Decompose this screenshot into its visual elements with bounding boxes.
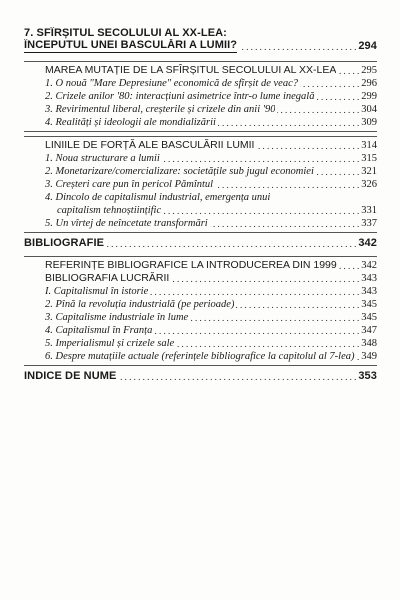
leader-dots bbox=[218, 116, 359, 129]
toc-page-number: 314 bbox=[361, 140, 377, 151]
toc-page-number: 294 bbox=[358, 40, 377, 52]
leader-dots bbox=[339, 259, 360, 272]
toc-section-group-1 bbox=[24, 61, 377, 132]
toc-page-number: 345 bbox=[361, 312, 377, 323]
toc-item-label: 3. Creșteri care pun în pericol Pămîntul bbox=[45, 179, 214, 190]
leader-dots bbox=[316, 165, 359, 178]
toc-page-number: 349 bbox=[361, 351, 377, 362]
toc-item[interactable] bbox=[24, 298, 377, 311]
toc-chapter-title: INDICE DE NUME bbox=[24, 370, 117, 382]
leader-dots bbox=[176, 337, 359, 350]
toc-page-number: 345 bbox=[361, 299, 377, 310]
toc-page-number: 326 bbox=[361, 179, 377, 190]
leader-dots bbox=[154, 324, 359, 337]
toc-item[interactable] bbox=[24, 285, 377, 298]
toc-item[interactable] bbox=[24, 324, 377, 337]
toc-item[interactable] bbox=[24, 311, 377, 324]
toc-item-label: 2. Pînă la revoluția industrială (pe perioade) bbox=[45, 299, 235, 310]
toc-chapter-title: BIBLIOGRAFIE bbox=[24, 237, 105, 249]
leader-dots bbox=[300, 77, 359, 90]
toc-item-label: 6. Despre mutațiile actuale (referințele bibliografice la capitolul al 7-lea) bbox=[45, 351, 355, 362]
leader-dots bbox=[256, 139, 359, 152]
toc-item-label: 4. Dincolo de capitalismul industrial, emergența unui bbox=[45, 192, 271, 203]
toc-section-title: LINIILE DE FORȚĂ ALE BASCULĂRII LUMII bbox=[45, 139, 255, 151]
toc-page-number: 337 bbox=[361, 218, 377, 229]
toc-item[interactable] bbox=[24, 90, 377, 103]
toc-item[interactable] bbox=[24, 103, 377, 116]
toc-item-label: 3. Capitalisme industriale în lume bbox=[45, 312, 189, 323]
toc-item[interactable] bbox=[24, 178, 377, 191]
toc-page-number: 353 bbox=[358, 370, 377, 382]
leader-dots bbox=[106, 237, 356, 250]
leader-dots bbox=[236, 298, 359, 311]
toc-page-number: 343 bbox=[361, 286, 377, 297]
leader-dots bbox=[118, 370, 356, 383]
toc-page-number: 315 bbox=[361, 153, 377, 164]
leader-dots bbox=[163, 204, 359, 217]
leader-dots bbox=[162, 152, 359, 165]
table-of-contents bbox=[24, 27, 377, 383]
toc-item[interactable] bbox=[24, 116, 377, 129]
toc-page-number: 304 bbox=[361, 104, 377, 115]
leader-dots bbox=[338, 64, 359, 77]
toc-page-number: 348 bbox=[361, 338, 377, 349]
leader-dots bbox=[316, 90, 359, 103]
toc-page-number: 299 bbox=[361, 91, 377, 102]
toc-item-label: 3. Revirimentul liberal, creșterile și crizele din anii '90 bbox=[45, 104, 276, 115]
toc-page-number: 342 bbox=[361, 260, 377, 271]
toc-section-entry[interactable] bbox=[24, 64, 377, 77]
toc-chapter-entry[interactable] bbox=[24, 237, 377, 250]
leader-dots bbox=[150, 285, 359, 298]
toc-page-number: 309 bbox=[361, 117, 377, 128]
leader-dots bbox=[357, 350, 360, 363]
toc-section-entry[interactable] bbox=[24, 272, 377, 285]
toc-item-first-line bbox=[24, 191, 377, 204]
toc-page-number: 295 bbox=[361, 65, 377, 76]
toc-section-group-2 bbox=[24, 136, 377, 233]
toc-item[interactable] bbox=[24, 204, 377, 217]
leader-dots bbox=[239, 40, 356, 53]
toc-item[interactable] bbox=[24, 350, 377, 363]
toc-section-group-3 bbox=[24, 256, 377, 366]
leader-dots bbox=[210, 217, 360, 230]
toc-section-title: REFERINȚE BIBLIOGRAFICE LA INTRODUCEREA DIN 1999 bbox=[45, 259, 337, 271]
leader-dots bbox=[171, 272, 359, 285]
toc-chapter-title-text-2: ÎNCEPUTUL UNEI BASCULĂRI A LUMII? bbox=[24, 39, 238, 51]
toc-chapter-entry[interactable] bbox=[24, 40, 377, 53]
toc-item-label-continued: capitalism tehnoștiințific bbox=[57, 205, 162, 216]
toc-item[interactable] bbox=[24, 165, 377, 178]
toc-item-label: 2. Crizele anilor '80: interacțiuni asimetrice într-o lume inegală bbox=[45, 91, 315, 102]
toc-section-title: BIBLIOGRAFIA LUCRĂRII bbox=[45, 272, 170, 284]
toc-item[interactable] bbox=[24, 77, 377, 90]
toc-item[interactable] bbox=[24, 337, 377, 350]
toc-item[interactable] bbox=[24, 152, 377, 165]
toc-item-label: 4. Capitalismul în Franța bbox=[45, 325, 153, 336]
toc-page-number: 321 bbox=[361, 166, 377, 177]
toc-chapter-title-text-1: 7. SFÎRȘITUL SECOLULUI AL XX-LEA: bbox=[24, 27, 227, 39]
toc-item-label: 2. Monetarizare/comercializare: societățile sub jugul economiei bbox=[45, 166, 314, 177]
toc-page-number: 342 bbox=[358, 237, 377, 249]
toc-item[interactable] bbox=[24, 217, 377, 230]
toc-page-number: 331 bbox=[361, 205, 377, 216]
toc-item-label: 1. O nouă "Mare Depresiune" economică de sfîrșit de veac? bbox=[45, 78, 298, 89]
toc-page-number: 343 bbox=[361, 273, 377, 284]
toc-section-entry[interactable] bbox=[24, 259, 377, 272]
toc-section-title: MAREA MUTAȚIE DE LA SFÎRȘITUL SECOLULUI AL XX-LEA bbox=[45, 64, 337, 76]
toc-item-label: I. Capitalismul în istorie bbox=[45, 286, 149, 297]
toc-item-label: 1. Noua structurare a lumii bbox=[45, 153, 160, 164]
toc-item-label: 5. Imperialismul și crizele sale bbox=[45, 338, 175, 349]
leader-dots bbox=[215, 178, 359, 191]
toc-page-number: 296 bbox=[361, 78, 377, 89]
toc-item-label: 5. Un vîrtej de neîncetate transformări bbox=[45, 218, 208, 229]
toc-page-number: 347 bbox=[361, 325, 377, 336]
leader-dots bbox=[190, 311, 359, 324]
leader-dots bbox=[277, 103, 359, 116]
toc-chapter-entry[interactable] bbox=[24, 370, 377, 383]
toc-item-label: 4. Realități și ideologii ale mondializării bbox=[45, 117, 216, 128]
toc-section-entry[interactable] bbox=[24, 139, 377, 152]
